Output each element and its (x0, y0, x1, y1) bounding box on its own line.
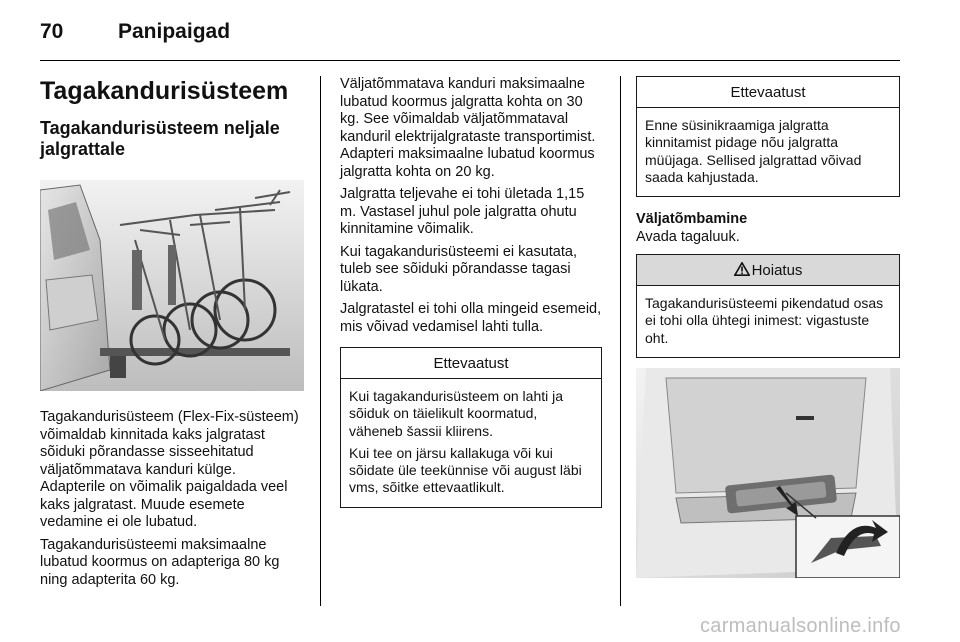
notice-text: Kui tagakandurisüsteem on lahti ja sõiduk on täielikult koormatud, väheneb šassii kliirens. (349, 388, 564, 439)
bike-carrier-illustration (40, 180, 304, 391)
header-rule (40, 60, 900, 61)
tailgate-drawing (636, 368, 900, 578)
bike-carrier-drawing (40, 180, 304, 391)
page-title: Tagakandurisüsteem (40, 77, 289, 105)
column-divider (320, 76, 321, 606)
tailgate-illustration (636, 368, 900, 578)
section-subtitle: Tagakandurisüsteem neljale jalgrattale (40, 118, 280, 159)
paragraph: Tagakandurisüsteemi maksimaalne lubatud koormus on adapteriga 80 kg ning adapterita 60 kg. (40, 536, 280, 588)
page-number: 70 (40, 20, 64, 43)
column-middle (340, 76, 602, 508)
procedure-heading: Väljatõmbamine (636, 211, 748, 228)
notice-text: Kui tee on järsu kallakuga või kui sõidate üle teekünnise või august läbi vms, sõitke ettevaatlikult. (349, 444, 582, 496)
notice-box (340, 347, 602, 508)
warning-triangle-icon (734, 262, 750, 276)
warning-box (636, 254, 900, 358)
notice-heading: Ettevaatust (341, 348, 601, 379)
paragraph: Tagakandurisüsteem (Flex-Fix-süsteem) võimaldab kinnitada kaks jalgratast sõiduki põrandasse sisseehitatud väljatõmmatava kanduri külge. Adapterile on võimalik paigaldada veel kaks jalgratast. Muude esemete vedamine ei ole lubatud. (40, 409, 299, 530)
column-right (636, 76, 900, 578)
notice-text: Enne süsinikraamiga jalgratta kinnitamist pidage nõu jalgratta müüjaga. Sellised jalgrattad võivad saada kahjustada. (645, 117, 862, 185)
column-left (40, 76, 304, 594)
paragraph: Kui tagakandurisüsteemi ei kasutata, tuleb see sõiduki põrandasse tagasi lükata. (340, 243, 577, 295)
notice-box (636, 76, 900, 197)
warning-title: Hoiatus (751, 262, 803, 280)
notice-heading: Ettevaatust (637, 77, 899, 108)
instruction-text: Avada tagaluuk. (636, 228, 740, 245)
paragraph: Väljatõmmatava kanduri maksimaalne lubatud koormus jalgratta kohta on 30 kg. See võimaldab väljatõmmataval kanduril elektrijalgrataste transportimist. Adapteri maksimaalne lubatud koormus jalgratta kohta on 20 kg. (340, 76, 596, 180)
paragraph: Jalgratta teljevahe ei tohi ületada 1,15 m. Vastasel juhul pole jalgratta ohutu kinnitamine võimalik. (340, 186, 585, 237)
warning-text: Tagakandurisüsteemi pikendatud osas ei tohi olla ühtegi inimest: vigastuste oht. (645, 295, 884, 346)
page-header (40, 14, 900, 54)
column-divider (620, 76, 621, 606)
paragraph: Jalgratastel ei tohi olla mingeid esemeid, mis võivad vedamisel lahti tulla. (340, 301, 602, 335)
watermark: carmanualsonline.info (700, 615, 901, 637)
warning-heading (637, 255, 899, 286)
section-title: Panipaigad (118, 20, 231, 43)
